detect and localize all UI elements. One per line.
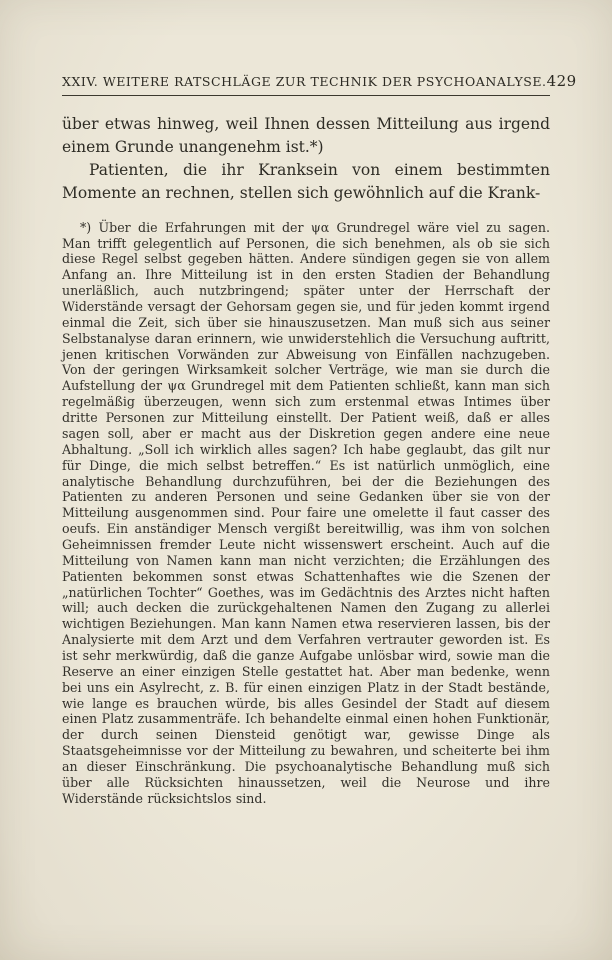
running-head <box>62 72 577 90</box>
footnote-section <box>62 220 550 807</box>
header-rule <box>62 95 550 96</box>
body-paragraph: Patienten, die ihr Kranksein von einem bestimmten Momente an rechnen, stellen sich gewöhnlich auf die Krank- <box>62 160 550 202</box>
main-text <box>62 113 550 205</box>
page-number: 429 <box>546 72 577 90</box>
footnote-text: *) Über die Erfahrungen mit der ψα Grundregel wäre viel zu sagen. Man trifft gelegentlich auf Personen, die sich benehmen, als ob sie sich diese Regel selbst gegeben hätten. Andere sündigen gegen sie von allem Anfang an. Ihre Mitteilung ist in den ersten Stadien der Behandlung unerläßlich, auch nutzbringend; später unter der Herrschaft der Widerstände versagt der Gehorsam gegen sie, und für jeden kommt irgend einmal die Zeit, sich über sie hinauszusetzen. Man muß sich aus seiner Selbstanalyse daran erinnern, wie unwiderstehlich die Versuchung auftritt, jenen kritischen Vorwänden zur Abweisung von Einfällen nachzugeben. Von der geringen Wirksamkeit solcher Verträge, wie man sie durch die Aufstellung der ψα Grundregel mit dem Patienten schließt, kann man sich regelmäßig überzeugen, wenn sich zum erstenmal etwas Intimes über dritte Personen zur Mitteilung einstellt. Der Patient weiß, daß er alles sagen soll, aber er macht aus der Diskretion gegen andere eine neue Abhaltung. „Soll ich wirklich alles sagen? Ich habe geglaubt, das gilt nur für Dinge, die mich selbst betreffen.“ Es ist natürlich unmöglich, eine analytische Behandlung durchzuführen, bei der die Beziehungen des Patienten zu anderen Personen und seine Gedanken über sie von der Mitteilung ausgenommen sind. Pour faire une omelette il faut casser des oeufs. Ein anständiger Mensch vergißt bereitwillig, was ihm von solchen Geheimnissen fremder Leute nicht wissenswert erscheint. Auch auf die Mitteilung von Namen kann man nicht verzichten; die Erzählungen des Patienten bekommen sonst etwas Schattenhaftes wie die Szenen der „natürlichen Tochter“ Goethes, was im Gedächtnis des Arztes nicht haften will; auch decken die zurückgehaltenen Namen den Zugang zu allerlei wichtigen Beziehungen. Man kann Namen etwa reservieren lassen, bis der Analysierte mit dem Arzt und dem Verfahren vertrauter geworden ist. Es ist sehr merkwürdig, daß die ganze Aufgabe unlösbar wird, sowie man die Reserve an einer einzigen Stelle gestattet hat. Aber man bedenke, wenn bei uns ein Asylrecht, z. B. für einen einzigen Platz in der Stadt bestände, wie lange es brauchen würde, bis alles Gesindel der Stadt auf diesem einen Platz zusammenträfe. Ich behandelte einmal einen hohen Funktionär, der durch seinen Diensteid genötigt war, gewisse Dinge als Staatsgeheimnisse vor der Mitteilung zu bewahren, und scheiterte bei ihm an dieser Einschränkung. Die psychoanalytische Behandlung muß sich über alle Rücksichten hinaussetzen, weil die Neurose und ihre Widerstände rücksichtslos sind. <box>62 219 550 806</box>
chapter-title: XXIV. WEITERE RATSCHLÄGE ZUR TECHNIK DER PSYCHOANALYSE. <box>62 74 547 89</box>
body-paragraph-continuation: über etwas hinweg, weil Ihnen dessen Mitteilung aus irgend einem Grunde unangenehm ist.*) <box>62 115 550 156</box>
